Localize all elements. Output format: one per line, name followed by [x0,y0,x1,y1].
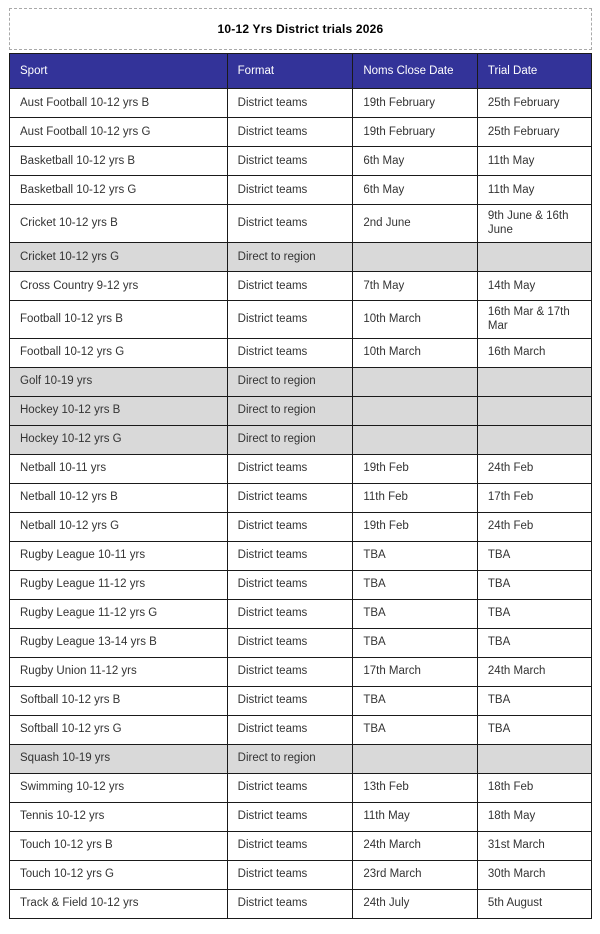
cell-noms-close-date: 19th Feb [353,454,478,483]
cell-format: District teams [227,773,353,802]
cell-sport: Aust Football 10-12 yrs G [10,118,228,147]
table-row [10,628,592,657]
table-row [10,147,592,176]
cell-format: District teams [227,889,353,918]
cell-format: District teams [227,271,353,300]
cell-noms-close-date: TBA [353,628,478,657]
table-row [10,338,592,367]
cell-noms-close-date: TBA [353,570,478,599]
cell-format: District teams [227,147,353,176]
cell-trial-date: 16th March [477,338,591,367]
cell-format: District teams [227,205,353,243]
cell-trial-date: TBA [477,686,591,715]
cell-noms-close-date: 6th May [353,147,478,176]
cell-noms-close-date [353,744,478,773]
cell-sport: Basketball 10-12 yrs B [10,147,228,176]
cell-format: District teams [227,454,353,483]
cell-trial-date [477,744,591,773]
cell-format: Direct to region [227,744,353,773]
table-row [10,483,592,512]
cell-sport: Hockey 10-12 yrs B [10,396,228,425]
cell-sport: Hockey 10-12 yrs G [10,425,228,454]
table-row [10,205,592,243]
cell-sport: Football 10-12 yrs G [10,338,228,367]
cell-trial-date: 25th February [477,118,591,147]
cell-noms-close-date: 24th March [353,831,478,860]
table-row [10,744,592,773]
cell-format: Direct to region [227,367,353,396]
cell-noms-close-date: 10th March [353,300,478,338]
cell-trial-date: 5th August [477,889,591,918]
cell-noms-close-date [353,425,478,454]
table-row [10,454,592,483]
cell-trial-date: TBA [477,628,591,657]
cell-noms-close-date: 10th March [353,338,478,367]
cell-noms-close-date [353,242,478,271]
cell-sport: Aust Football 10-12 yrs B [10,89,228,118]
cell-trial-date: TBA [477,541,591,570]
table-row [10,118,592,147]
cell-noms-close-date: 2nd June [353,205,478,243]
cell-sport: Squash 10-19 yrs [10,744,228,773]
cell-trial-date: 14th May [477,271,591,300]
cell-trial-date: TBA [477,570,591,599]
cell-trial-date: TBA [477,715,591,744]
trials-table [9,53,592,919]
cell-format: District teams [227,802,353,831]
cell-format: Direct to region [227,425,353,454]
cell-sport: Netball 10-12 yrs B [10,483,228,512]
cell-noms-close-date: 24th July [353,889,478,918]
table-row [10,425,592,454]
cell-sport: Softball 10-12 yrs B [10,686,228,715]
cell-trial-date: 18th Feb [477,773,591,802]
cell-sport: Tennis 10-12 yrs [10,802,228,831]
cell-trial-date: 11th May [477,147,591,176]
cell-trial-date: 24th Feb [477,454,591,483]
cell-noms-close-date: TBA [353,686,478,715]
table-row [10,773,592,802]
cell-format: District teams [227,300,353,338]
cell-noms-close-date: 11th May [353,802,478,831]
cell-format: District teams [227,686,353,715]
cell-noms-close-date: TBA [353,541,478,570]
cell-trial-date: 31st March [477,831,591,860]
table-row [10,396,592,425]
column-header-trial-date: Trial Date [477,54,591,89]
table-row [10,570,592,599]
cell-format: District teams [227,176,353,205]
cell-noms-close-date [353,396,478,425]
table-row [10,715,592,744]
cell-trial-date [477,396,591,425]
cell-sport: Rugby Union 11-12 yrs [10,657,228,686]
table-body [10,89,592,919]
cell-format: District teams [227,541,353,570]
cell-sport: Football 10-12 yrs B [10,300,228,338]
cell-noms-close-date: 11th Feb [353,483,478,512]
cell-trial-date [477,367,591,396]
cell-sport: Rugby League 11-12 yrs [10,570,228,599]
cell-noms-close-date: TBA [353,599,478,628]
cell-sport: Touch 10-12 yrs B [10,831,228,860]
cell-format: District teams [227,831,353,860]
table-row [10,831,592,860]
cell-trial-date: 16th Mar & 17th Mar [477,300,591,338]
cell-noms-close-date: 17th March [353,657,478,686]
cell-format: District teams [227,628,353,657]
cell-trial-date: 18th May [477,802,591,831]
cell-sport: Rugby League 11-12 yrs G [10,599,228,628]
cell-sport: Cross Country 9-12 yrs [10,271,228,300]
table-row [10,860,592,889]
cell-trial-date: 24th March [477,657,591,686]
table-row [10,802,592,831]
column-header-sport: Sport [10,54,228,89]
table-row [10,889,592,918]
table-row [10,512,592,541]
cell-noms-close-date: 23rd March [353,860,478,889]
cell-sport: Basketball 10-12 yrs G [10,176,228,205]
table-row [10,89,592,118]
table-header [10,54,592,89]
table-row [10,541,592,570]
cell-format: District teams [227,89,353,118]
cell-format: Direct to region [227,396,353,425]
cell-noms-close-date: 6th May [353,176,478,205]
header-row [10,54,592,89]
cell-noms-close-date: 13th Feb [353,773,478,802]
cell-noms-close-date: 19th Feb [353,512,478,541]
table-row [10,300,592,338]
cell-trial-date: TBA [477,599,591,628]
cell-sport: Swimming 10-12 yrs [10,773,228,802]
cell-trial-date: 11th May [477,176,591,205]
column-header-format: Format [227,54,353,89]
cell-format: District teams [227,599,353,628]
cell-format: District teams [227,657,353,686]
column-header-noms-close-date: Noms Close Date [353,54,478,89]
table-row [10,367,592,396]
cell-format: District teams [227,118,353,147]
table-row [10,599,592,628]
cell-noms-close-date: 19th February [353,118,478,147]
cell-sport: Netball 10-12 yrs G [10,512,228,541]
cell-sport: Cricket 10-12 yrs G [10,242,228,271]
cell-noms-close-date [353,367,478,396]
cell-format: District teams [227,338,353,367]
cell-trial-date [477,425,591,454]
cell-format: District teams [227,483,353,512]
cell-trial-date: 30th March [477,860,591,889]
cell-sport: Netball 10-11 yrs [10,454,228,483]
cell-sport: Rugby League 13-14 yrs B [10,628,228,657]
cell-format: District teams [227,512,353,541]
cell-noms-close-date: 19th February [353,89,478,118]
cell-noms-close-date: 7th May [353,271,478,300]
cell-trial-date: 24th Feb [477,512,591,541]
cell-sport: Rugby League 10-11 yrs [10,541,228,570]
cell-sport: Touch 10-12 yrs G [10,860,228,889]
page-title: 10-12 Yrs District trials 2026 [217,22,384,36]
table-row [10,176,592,205]
cell-trial-date [477,242,591,271]
cell-sport: Track & Field 10-12 yrs [10,889,228,918]
cell-noms-close-date: TBA [353,715,478,744]
cell-trial-date: 9th June & 16th June [477,205,591,243]
cell-trial-date: 25th February [477,89,591,118]
table-row [10,657,592,686]
cell-format: Direct to region [227,242,353,271]
cell-trial-date: 17th Feb [477,483,591,512]
cell-format: District teams [227,715,353,744]
cell-format: District teams [227,570,353,599]
cell-sport: Golf 10-19 yrs [10,367,228,396]
cell-sport: Softball 10-12 yrs G [10,715,228,744]
table-row [10,242,592,271]
cell-format: District teams [227,860,353,889]
table-row [10,271,592,300]
table-row [10,686,592,715]
title-box [9,8,592,50]
cell-sport: Cricket 10-12 yrs B [10,205,228,243]
